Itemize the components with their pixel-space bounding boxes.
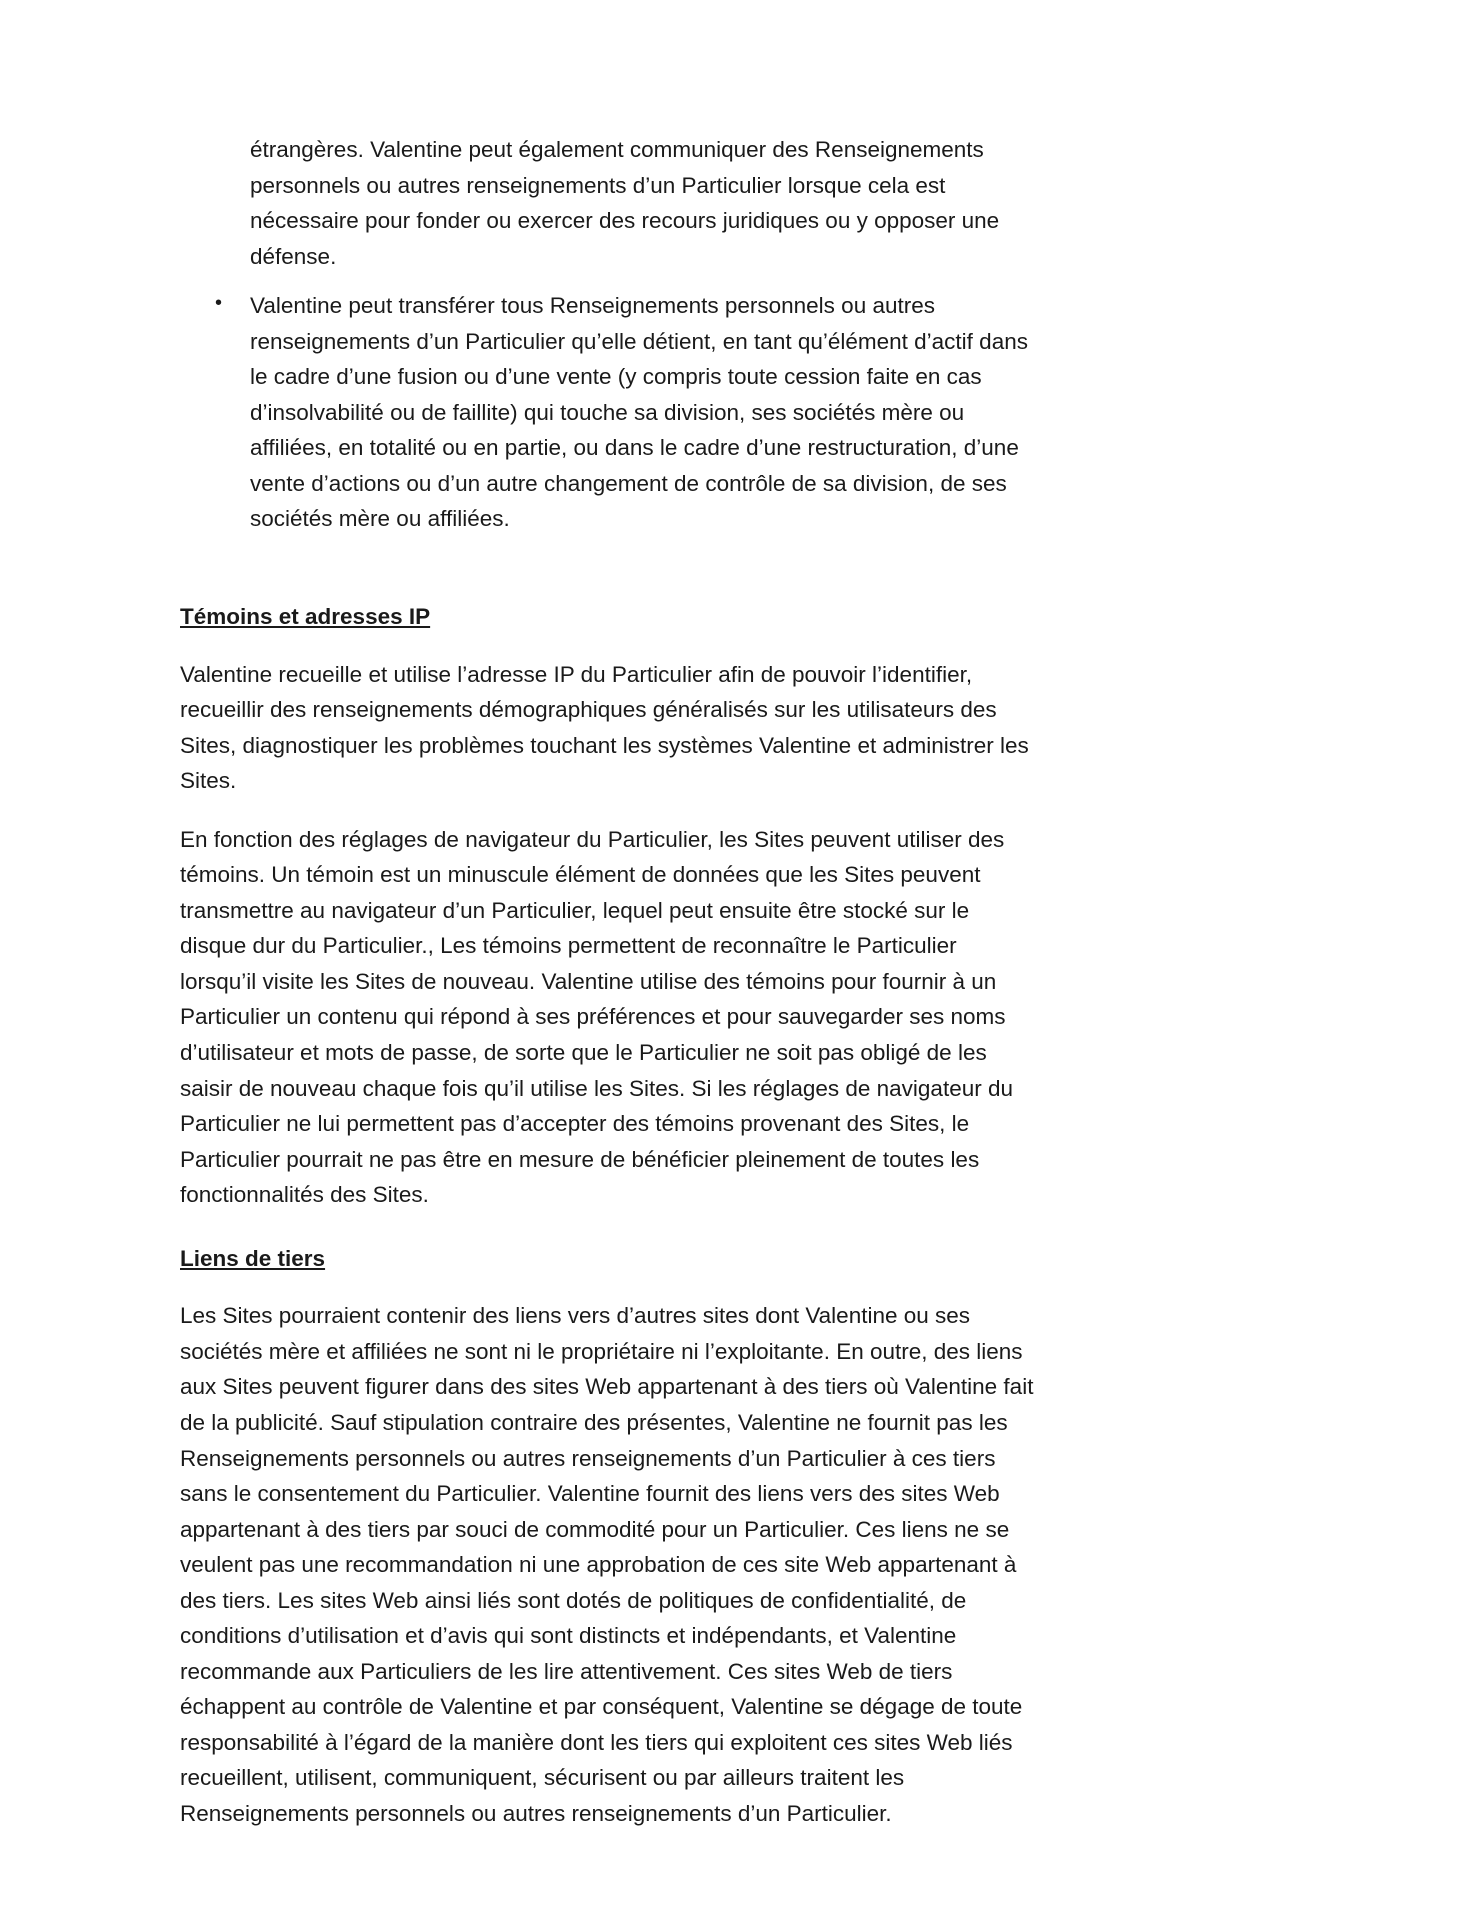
bullet-item-text: Valentine peut transférer tous Renseignements personnels ou autres renseignements d’un Particulier qu’elle détient, en tant qu’élément d’actif dans le cadre d’une fusion ou d’une vente (y compris toute cession faite en cas d’insolvabilité ou de faillite) qui touche sa division, ses sociétés mère ou affiliées, en totalité ou en partie, ou dans le cadre d’une restructuration, d’une vente d’actions ou d’un autre changement de contrôle de sa division, de ses sociétés mère ou affiliées. (250, 293, 1028, 532)
paragraph: Valentine recueille et utilise l’adresse IP du Particulier afin de pouvoir l’identifier, recueillir des renseignements démographiques généralisés sur les utilisateurs des Sites, diagnostiquer les problèmes touchant les systèmes Valentine et administrer les Sites. (180, 661, 1029, 794)
paragraph: Les Sites pourraient contenir des liens vers d’autres sites dont Valentine ou ses sociétés mère et affiliées ne sont ni le propriétaire ni l’exploitante. En outre, des liens aux Sites peuvent figurer dans des sites Web appartenant à des tiers où Valentine fait de la publicité. Sauf stipulation contraire des présentes, Valentine ne fournit pas les Renseignements personnels ou autres renseignements d’un Particulier à ces tiers sans le consentement du Particulier. Valentine fournit des liens vers des sites Web appartenant à des tiers par souci de commodité pour un Particulier. Ces liens ne se veulent pas une recommandation ni une approbation de ces site Web appartenant à des tiers. Les sites Web ainsi liés sont dotés de politiques de confidentialité, de conditions d’utilisation et d’avis qui sont distincts et indépendants, et Valentine recommande aux Particuliers de les lire attentivement. Ces sites Web de tiers échappent au contrôle de Valentine et par conséquent, Valentine se dégage de toute responsabilité à l’égard de la manière dont les tiers qui exploitent ces sites Web liés recueillent, utilisent, communiquent, sécurisent ou par ailleurs traitent les Renseignements personnels ou autres renseignements d’un Particulier. (180, 1303, 1034, 1826)
section-heading-temoins-et-adresses-ip: Témoins et adresses IP (180, 604, 431, 630)
list-item (215, 288, 1034, 537)
bullet-list (180, 288, 1034, 537)
continuation-paragraph: étrangères. Valentine peut également communiquer des Renseignements personnels ou autres renseignements d’un Particulier lorsque cela est nécessaire pour fonder ou exercer des recours juridiques ou y opposer une défense. (250, 137, 1000, 269)
bullet-icon: • (215, 292, 223, 315)
section-heading-liens-de-tiers: Liens de tiers (180, 1245, 326, 1271)
paragraph: En fonction des réglages de navigateur du Particulier, les Sites peuvent utiliser des témoins. Un témoin est un minuscule élément de données que les Sites peuvent transmettre au navigateur d’un Particulier, lequel peut ensuite être stocké sur le disque dur du Particulier., Les témoins permettent de reconnaître le Particulier lorsqu’il visite les Sites de nouveau. Valentine utilise des témoins pour fournir à un Particulier un contenu qui répond à ses préférences et pour sauvegarder ses noms d’utilisateur et mots de passe, de sorte que le Particulier ne soit pas obligé de les saisir de nouveau chaque fois qu’il utilise les Sites. Si les réglages de navigateur du Particulier ne lui permettent pas d’accepter des témoins provenant des Sites, le Particulier pourrait ne pas être en mesure de bénéficier pleinement de toutes les fonctionnalités des Sites. (180, 826, 1013, 1208)
